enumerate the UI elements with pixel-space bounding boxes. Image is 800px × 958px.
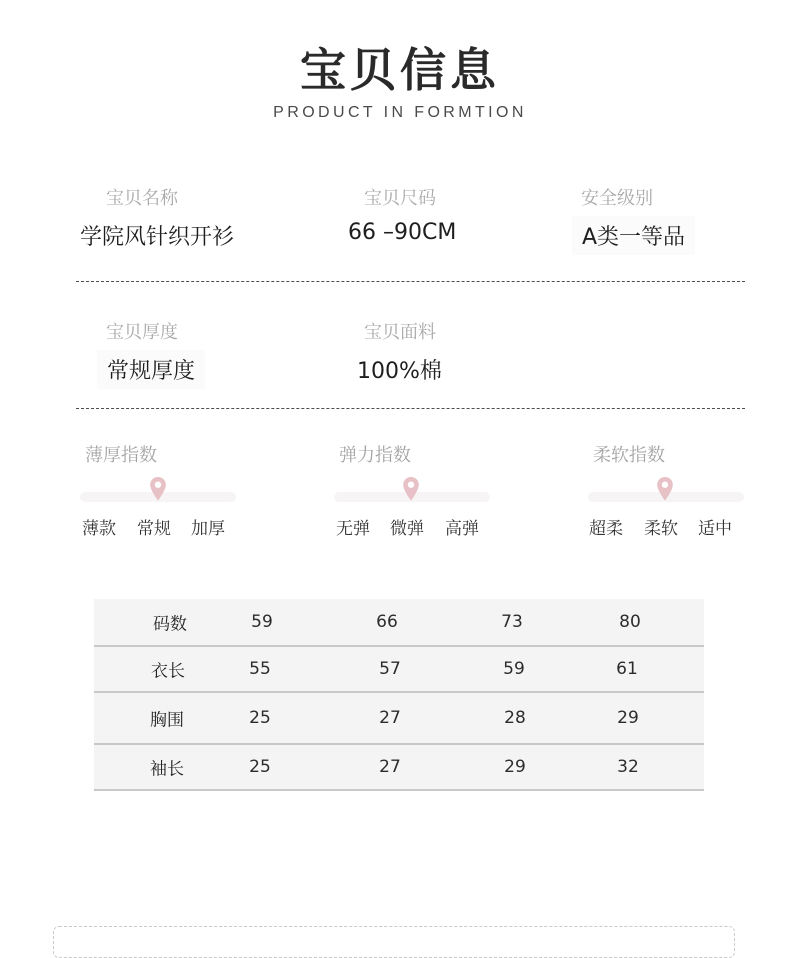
info-value-size: 66 –90CM (348, 220, 457, 245)
table-cell: 29 (504, 757, 526, 777)
index-option-thick: 加厚 (191, 519, 225, 539)
table-cell: 80 (619, 612, 641, 632)
index-option-no-stretch: 无弹 (336, 519, 370, 539)
table-cell: 29 (617, 708, 639, 728)
table-cell: 59 (251, 612, 273, 632)
divider-1 (76, 281, 745, 282)
table-cell: 73 (501, 612, 523, 632)
table-cell: 61 (616, 659, 638, 679)
info-value-fabric: 100%棉 (357, 359, 442, 384)
info-label-thickness: 宝贝厚度 (106, 322, 178, 343)
table-cell: 袖长 (150, 759, 184, 780)
next-section-frame (53, 926, 735, 958)
index-title-elasticity: 弹力指数 (339, 445, 411, 466)
info-value-safety: A类一等品 (572, 216, 695, 255)
table-cell: 32 (617, 757, 639, 777)
index-option-slight-stretch: 微弹 (390, 519, 424, 539)
page-title: 宝贝信息 (300, 43, 500, 97)
table-cell: 25 (249, 757, 271, 777)
index-option-regular: 常规 (137, 519, 171, 539)
info-value-name: 学院风针织开衫 (80, 225, 235, 250)
table-cell: 码数 (153, 614, 187, 635)
table-cell: 27 (379, 708, 401, 728)
location-pin-icon (402, 476, 420, 502)
table-cell: 57 (379, 659, 401, 679)
info-value-thickness: 常规厚度 (97, 350, 205, 389)
index-option-thin: 薄款 (82, 519, 116, 539)
index-option-high-stretch: 高弹 (445, 519, 479, 539)
table-cell: 25 (249, 708, 271, 728)
info-label-safety: 安全级别 (581, 188, 653, 209)
table-cell: 55 (249, 659, 271, 679)
index-option-super-soft: 超柔 (589, 519, 623, 539)
table-row (94, 745, 704, 791)
index-option-soft: 柔软 (644, 519, 678, 539)
table-row (94, 693, 704, 745)
location-pin-icon (149, 476, 167, 502)
info-label-name: 宝贝名称 (106, 188, 178, 209)
table-cell: 66 (376, 612, 398, 632)
page-subtitle: PRODUCT IN FORMTION (273, 104, 527, 121)
info-label-size: 宝贝尺码 (364, 188, 436, 209)
table-cell: 27 (379, 757, 401, 777)
table-row (94, 599, 704, 647)
index-title-thickness: 薄厚指数 (85, 445, 157, 466)
info-label-fabric: 宝贝面料 (364, 322, 436, 343)
index-title-softness: 柔软指数 (593, 445, 665, 466)
table-cell: 衣长 (151, 661, 185, 682)
table-cell: 28 (504, 708, 526, 728)
table-row (94, 647, 704, 693)
location-pin-icon (656, 476, 674, 502)
table-cell: 胸围 (150, 710, 184, 731)
index-option-moderate: 适中 (698, 519, 732, 539)
size-table (94, 599, 704, 791)
table-cell: 59 (503, 659, 525, 679)
divider-2 (76, 408, 745, 409)
